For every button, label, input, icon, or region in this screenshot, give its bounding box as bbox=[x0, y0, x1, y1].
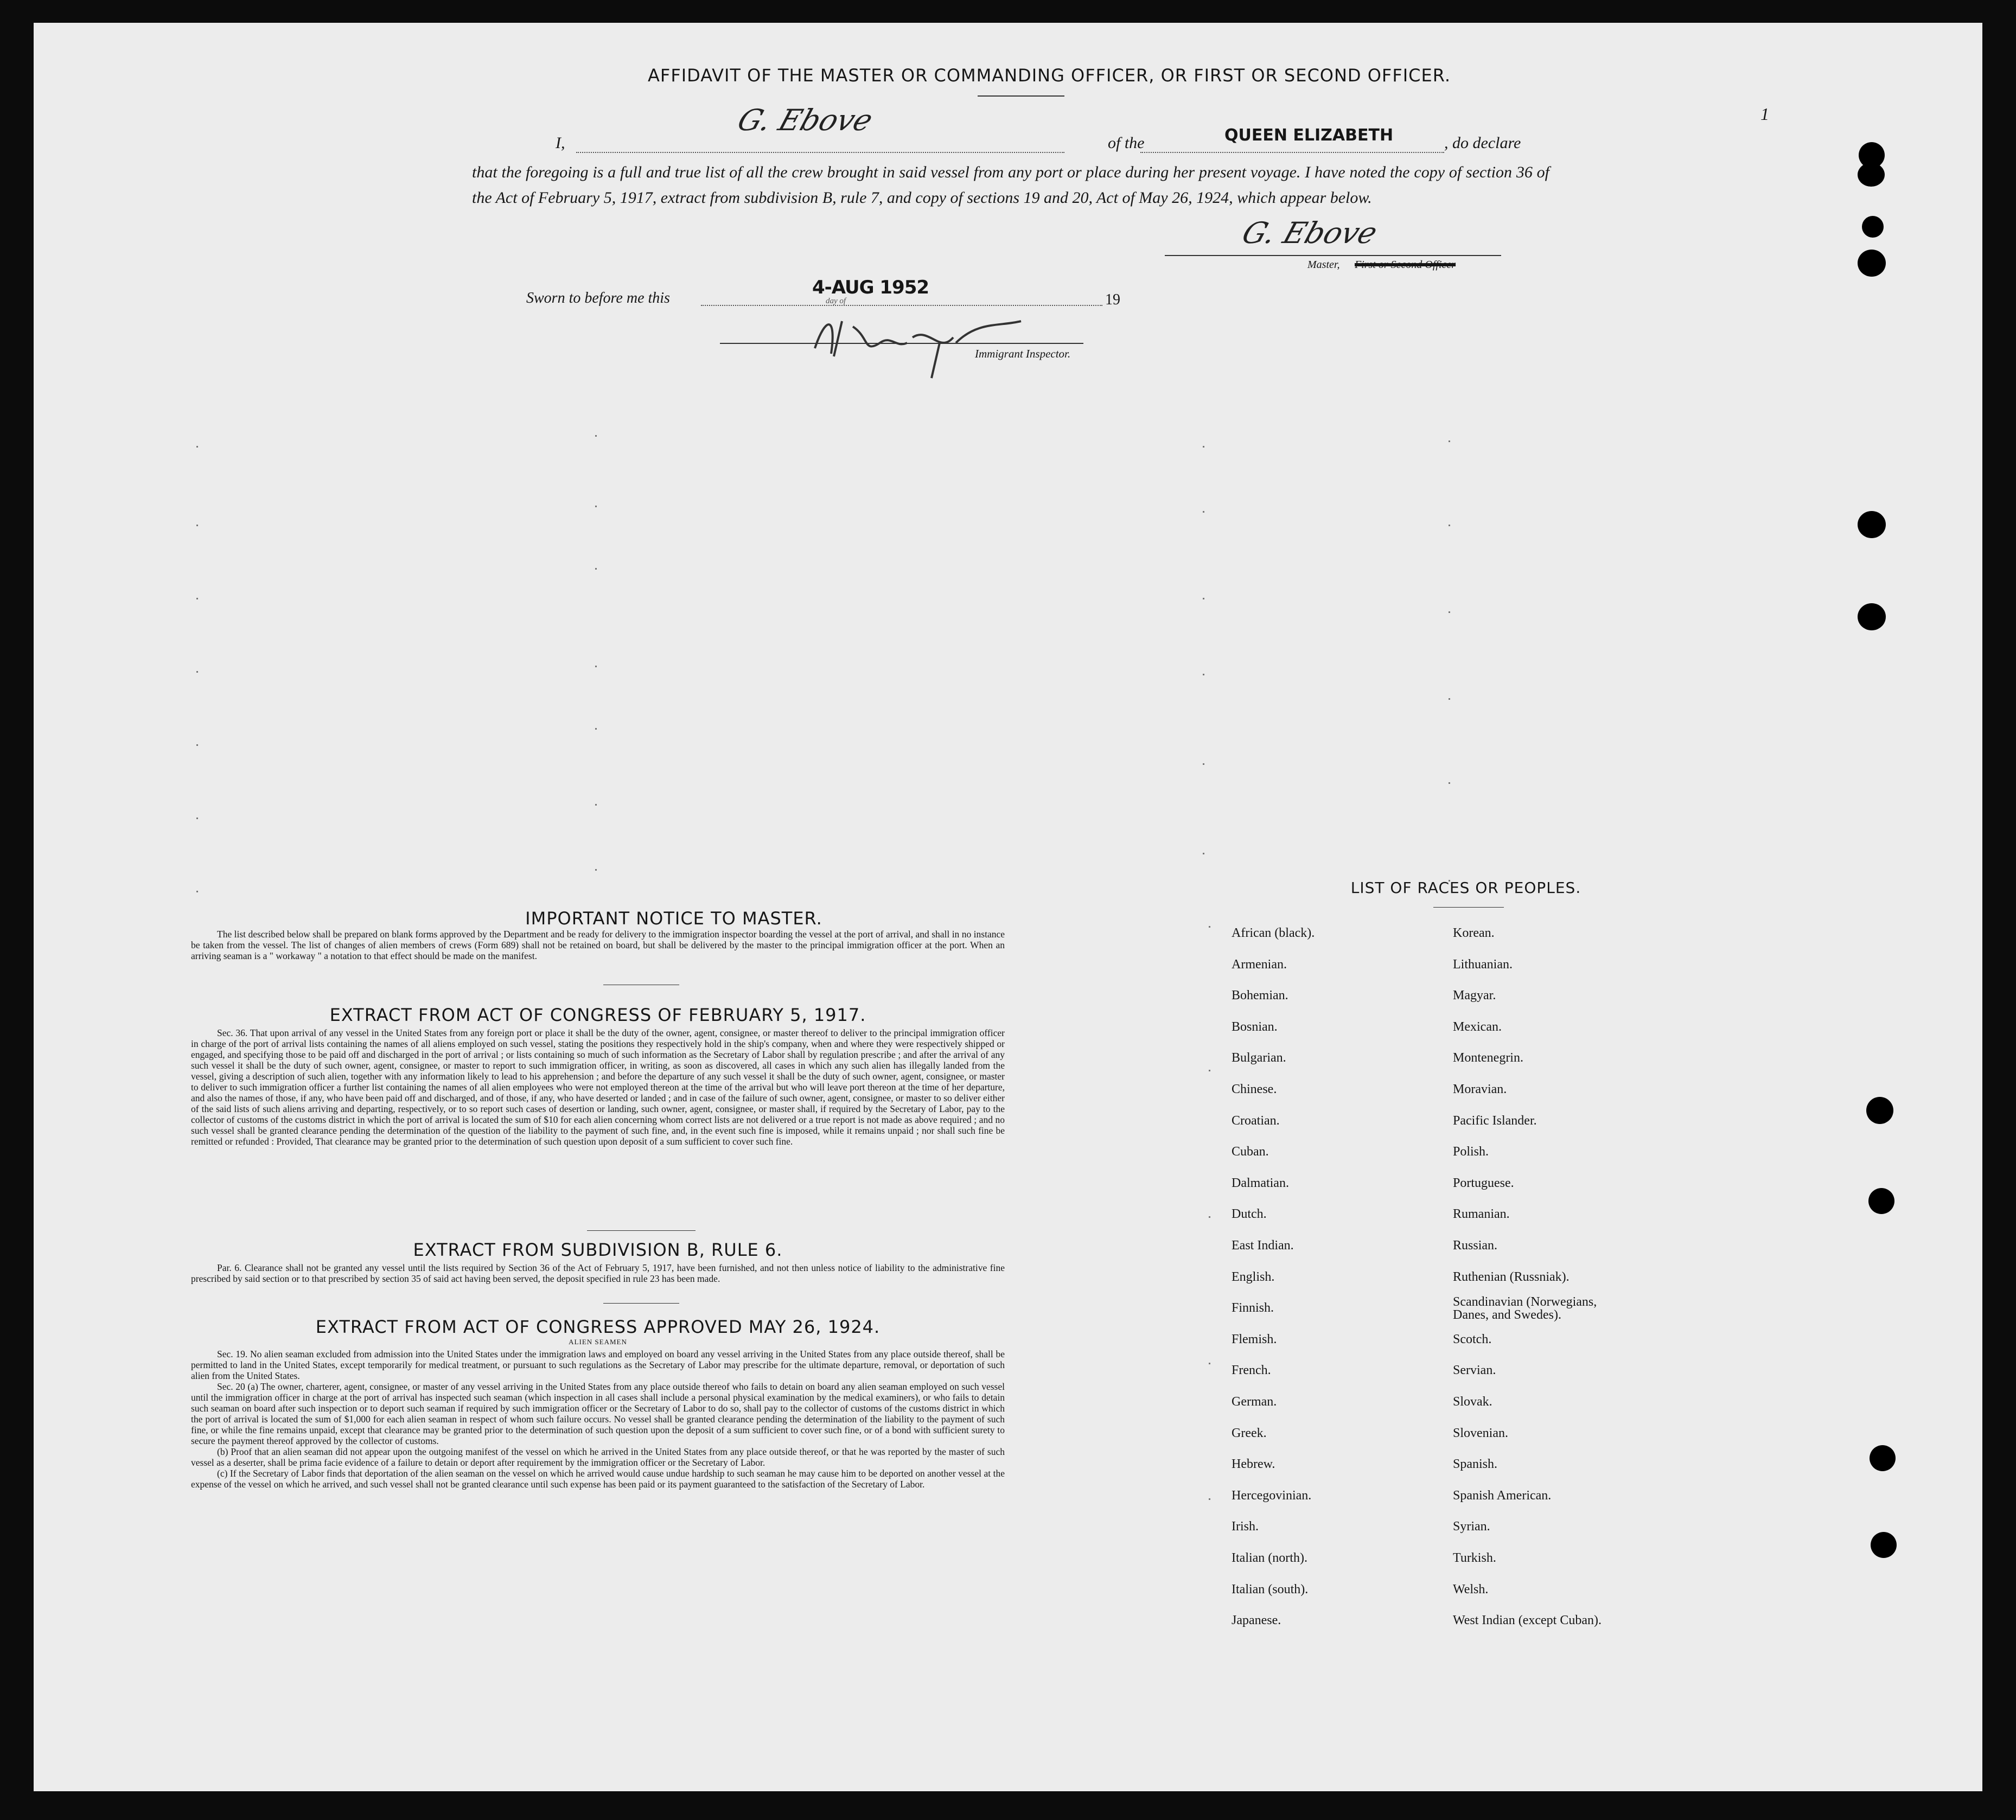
race-item: French. bbox=[1232, 1363, 1271, 1378]
notice-title: IMPORTANT NOTICE TO MASTER. bbox=[525, 908, 822, 929]
race-item: Dalmatian. bbox=[1232, 1176, 1289, 1190]
punch-hole bbox=[1858, 511, 1886, 538]
race-item: East Indian. bbox=[1232, 1238, 1294, 1253]
race-item: Armenian. bbox=[1232, 957, 1287, 972]
i-label: I, bbox=[556, 134, 565, 152]
punch-hole bbox=[1858, 603, 1886, 630]
section-20c: (c) If the Secretary of Labor finds that deportation of the alien seaman on the vessel on which he arrived would cause undue hardship to such seaman he may cause him to be deported on another vessel at the expense of the vessel on which he arrived, and such vessel shall not be granted clearance until such expense has been paid or its payment guaranteed to the satisfaction of the Secretary of Labor. bbox=[191, 1468, 1005, 1490]
race-item: Spanish. bbox=[1453, 1457, 1498, 1472]
race-item: Dutch. bbox=[1232, 1207, 1267, 1222]
section-19: Sec. 19. No alien seaman excluded from admission into the United States under the immigration laws and employed on board any vessel arriving in the United States from any place outside thereof, shall be permitted to land in the United States, except temporarily for medical treatment, or pursuant to such regulations as the Secretary of Labor may prescribe for the ultimate departure, removal, or deportation of such alien from the United States. bbox=[191, 1349, 1005, 1381]
section-20a: Sec. 20 (a) The owner, charterer, agent, consignee, or master of any vessel arriving in the United States from any place outside thereof who fails to detain on board any alien seaman employed on such vessel until the immigration officer in charge at the port of arrival has inspected such seaman (which inspection in all cases shall include a personal physical examination by the medical examiners), or who fails to detain such seaman on board after such inspection or to deport such seaman if required by such immigration officer or the Secretary of Labor to do so, shall pay to the collector of customs of the customs district in which the port of arrival is located the sum of $1,000 for each alien seaman in respect of whom such failure occurs. No vessel shall be granted clearance pending the determination of the liability to the payment of such fine, or while the fine remains unpaid, except that clearance may be granted prior to the determination of such question upon the deposit of a sum sufficient to cover such fine, or of a bond with sufficient surety to secure the payment thereof approved by the collector of customs. bbox=[191, 1381, 1005, 1446]
inspector-signature-scrawl bbox=[804, 305, 1032, 381]
race-item: Syrian. bbox=[1453, 1519, 1490, 1534]
race-item: Flemish. bbox=[1232, 1332, 1277, 1346]
affidavit-body: that the foregoing is a full and true list of all the crew brought in said vessel from any port or place during her present voyage. I have noted the copy of section 36 of the Act of February 5, 1917, extract from subdivision B, rule 7, and copy of sections 19 and 20, Act of May 26, 1924, which appear below. bbox=[472, 163, 1549, 207]
struck-officer-label: First or Second Officer bbox=[1355, 259, 1456, 271]
punch-hole bbox=[1871, 1532, 1897, 1558]
punch-hole bbox=[1866, 1097, 1893, 1124]
race-item: Turkish. bbox=[1453, 1551, 1496, 1565]
affidavit-title: AFFIDAVIT OF THE MASTER OR COMMANDING OFFICER, OR FIRST OR SECOND OFFICER. bbox=[648, 65, 1451, 86]
race-item: Bulgarian. bbox=[1232, 1051, 1286, 1065]
race-item: Korean. bbox=[1453, 926, 1495, 940]
race-item: Montenegrin. bbox=[1453, 1051, 1523, 1065]
master-signature-top: G. Ebove bbox=[733, 103, 877, 137]
extract-1917-body: Sec. 36. That upon arrival of any vessel in the United States from any foreign port or place it shall be the duty of the owner, agent, consignee, or master thereof to deliver to the principal immigration officer in charge of the port of arrival lists containing the names of all aliens employed on such vessel, stating the positions they respectively hold in the ship's company, when and where they were respectively shipped or engaged, and specifying those to be paid off and discharged in the port of arrival ; or lists containing so much of such information as the Secretary of Labor shall by regulation prescribe ; and after the arrival of any such vessel it shall be the duty of such owner, agent, consignee, or master to report to such immigration officer, in writing, as soon as discovered, all cases in which any such alien has illegally landed from the vessel, giving a description of such alien, together with any information likely to lead to his apprehension ; and before the departure of any such vessel it shall be the duty of such owner, agent, consignee, or master to deliver to such immigration officer a further list containing the names of all alien employees who were not employed thereon at the time of the arrival but who will leave port thereon at the time of her departure, and also the names of those, if any, who have been paid off and discharged, and of those, if any, who have deserted or landed ; and in case of the failure of such owner, agent, consignee, or master to so deliver either of the said lists of such aliens arriving and departing, respectively, or to so report such cases of desertion or landing, such owner, agent, consignee, or master shall, if required by the Secretary of Labor, pay to the collector of customs of the customs district in which the port of arrival is located the sum of $10 for each alien concerning whom correct lists are not delivered or a true report is not made as above required ; and no such vessel shall be granted clearance pending the determination of the question of the liability to the payment of such fine, and, in the event such fine is imposed, while it remains unpaid ; nor shall such fine be remitted or refunded : Provided, That clearance may be granted prior to the determination of such question upon deposit of a sum sufficient to cover such fine. bbox=[191, 1027, 1005, 1147]
race-item: Mexican. bbox=[1453, 1019, 1502, 1034]
sworn-label: Sworn to before me this bbox=[526, 290, 670, 306]
race-item: Lithuanian. bbox=[1453, 957, 1513, 972]
extract-1917-rule bbox=[587, 1230, 696, 1231]
race-item: Scandinavian (Norwegians, Danes, and Swedes). bbox=[1453, 1295, 1597, 1323]
race-item: Croatian. bbox=[1232, 1113, 1280, 1128]
race-item: Slovak. bbox=[1453, 1395, 1492, 1409]
master-signature: G. Ebove bbox=[1237, 216, 1382, 250]
race-item: Italian (south). bbox=[1232, 1582, 1309, 1597]
do-declare-label: , do declare bbox=[1444, 134, 1521, 152]
race-item: Greek. bbox=[1232, 1426, 1267, 1440]
vessel-blank bbox=[1140, 152, 1444, 153]
race-item: Irish. bbox=[1232, 1519, 1259, 1534]
race-item: Russian. bbox=[1453, 1238, 1498, 1253]
race-item: Chinese. bbox=[1232, 1082, 1277, 1096]
title-rule bbox=[978, 95, 1064, 97]
race-item: German. bbox=[1232, 1395, 1277, 1409]
vessel-name: QUEEN ELIZABETH bbox=[1224, 126, 1394, 145]
extract-rule6-body: Par. 6. Clearance shall not be granted any vessel until the lists required by Section 36 of the Act of February 5, 1917, have been furnished, and not then unless notice of liability to the administrative fine prescribed by said section or to that prescribed by section 35 of said act having been served, the deposit specified in rule 23 has been made. bbox=[191, 1262, 1005, 1284]
race-item: Welsh. bbox=[1453, 1582, 1489, 1597]
extract-1924-body bbox=[191, 1349, 1005, 1490]
punch-hole bbox=[1868, 1188, 1894, 1214]
punch-hole bbox=[1858, 163, 1885, 187]
race-item: Hebrew. bbox=[1232, 1457, 1275, 1472]
of-the-label: of the bbox=[1108, 134, 1145, 152]
year-prefix: 19 bbox=[1105, 291, 1120, 308]
page-mark: 1 bbox=[1760, 104, 1769, 124]
races-title: LIST OF RACES OR PEOPLES. bbox=[1350, 879, 1581, 897]
master-label: Master, bbox=[1307, 259, 1340, 271]
race-item: Cuban. bbox=[1232, 1145, 1269, 1159]
inspector-label: Immigrant Inspector. bbox=[975, 347, 1071, 360]
race-item: Rumanian. bbox=[1453, 1207, 1510, 1222]
extract-1924-subtitle: ALIEN SEAMEN bbox=[569, 1338, 627, 1346]
race-item: West Indian (except Cuban). bbox=[1453, 1613, 1602, 1628]
section-20b: (b) Proof that an alien seaman did not appear upon the outgoing manifest of the vessel on which he arrived in the United States from any place outside thereof, or that he was reported by the master of such vessel as a deserter, shall be prima facie evidence of a failure to detain or deport after requirement by the immigration officer or the Secretary of Labor. bbox=[191, 1446, 1005, 1468]
race-item: Magyar. bbox=[1453, 988, 1496, 1003]
race-item: Portuguese. bbox=[1453, 1176, 1514, 1190]
race-item: Japanese. bbox=[1232, 1613, 1281, 1628]
extract-rule6-title: EXTRACT FROM SUBDIVISION B, RULE 6. bbox=[413, 1240, 783, 1260]
race-item: Scotch. bbox=[1453, 1332, 1492, 1346]
race-item: Finnish. bbox=[1232, 1301, 1274, 1315]
race-item: Slovenian. bbox=[1453, 1426, 1508, 1440]
extract-1917-title: EXTRACT FROM ACT OF CONGRESS OF FEBRUARY 5, 1917. bbox=[329, 1005, 866, 1025]
race-item: Italian (north). bbox=[1232, 1551, 1307, 1565]
punch-hole bbox=[1858, 250, 1886, 277]
name-blank bbox=[576, 152, 1064, 153]
race-item: English. bbox=[1232, 1269, 1275, 1284]
day-of-label: day of bbox=[826, 297, 846, 305]
race-item: African (black). bbox=[1232, 926, 1315, 940]
race-item: Ruthenian (Russniak). bbox=[1453, 1269, 1570, 1284]
race-item: Pacific Islander. bbox=[1453, 1113, 1537, 1128]
race-item: Bohemian. bbox=[1232, 988, 1288, 1003]
master-signature-line bbox=[1165, 255, 1501, 256]
notice-body: The list described below shall be prepared on blank forms approved by the Department and be ready for delivery to the immigration inspector boarding the vessel at the port of arrival, and shall in no instance be taken from the vessel. The list of changes of alien members of crews (Form 689) shall not be retained on board, but shall be delivered by the master to the principal immigration officer at the port. When an arriving seaman is a " workaway " a notation to that effect should be made on the manifest. bbox=[191, 929, 1005, 961]
race-item: Servian. bbox=[1453, 1363, 1496, 1378]
punch-hole bbox=[1870, 1445, 1896, 1471]
race-item: Moravian. bbox=[1453, 1082, 1507, 1096]
extract-rule6-rule bbox=[603, 1303, 679, 1304]
race-item: Bosnian. bbox=[1232, 1019, 1278, 1034]
races-rule bbox=[1433, 907, 1504, 908]
race-item: Polish. bbox=[1453, 1145, 1489, 1159]
document-page bbox=[34, 23, 1982, 1791]
punch-hole bbox=[1862, 216, 1884, 238]
race-item: Spanish American. bbox=[1453, 1488, 1552, 1503]
date-stamp: 4-AUG 1952 bbox=[812, 277, 929, 298]
extract-1924-title: EXTRACT FROM ACT OF CONGRESS APPROVED MAY 26, 1924. bbox=[315, 1317, 881, 1337]
race-item: Hercegovinian. bbox=[1232, 1488, 1312, 1503]
